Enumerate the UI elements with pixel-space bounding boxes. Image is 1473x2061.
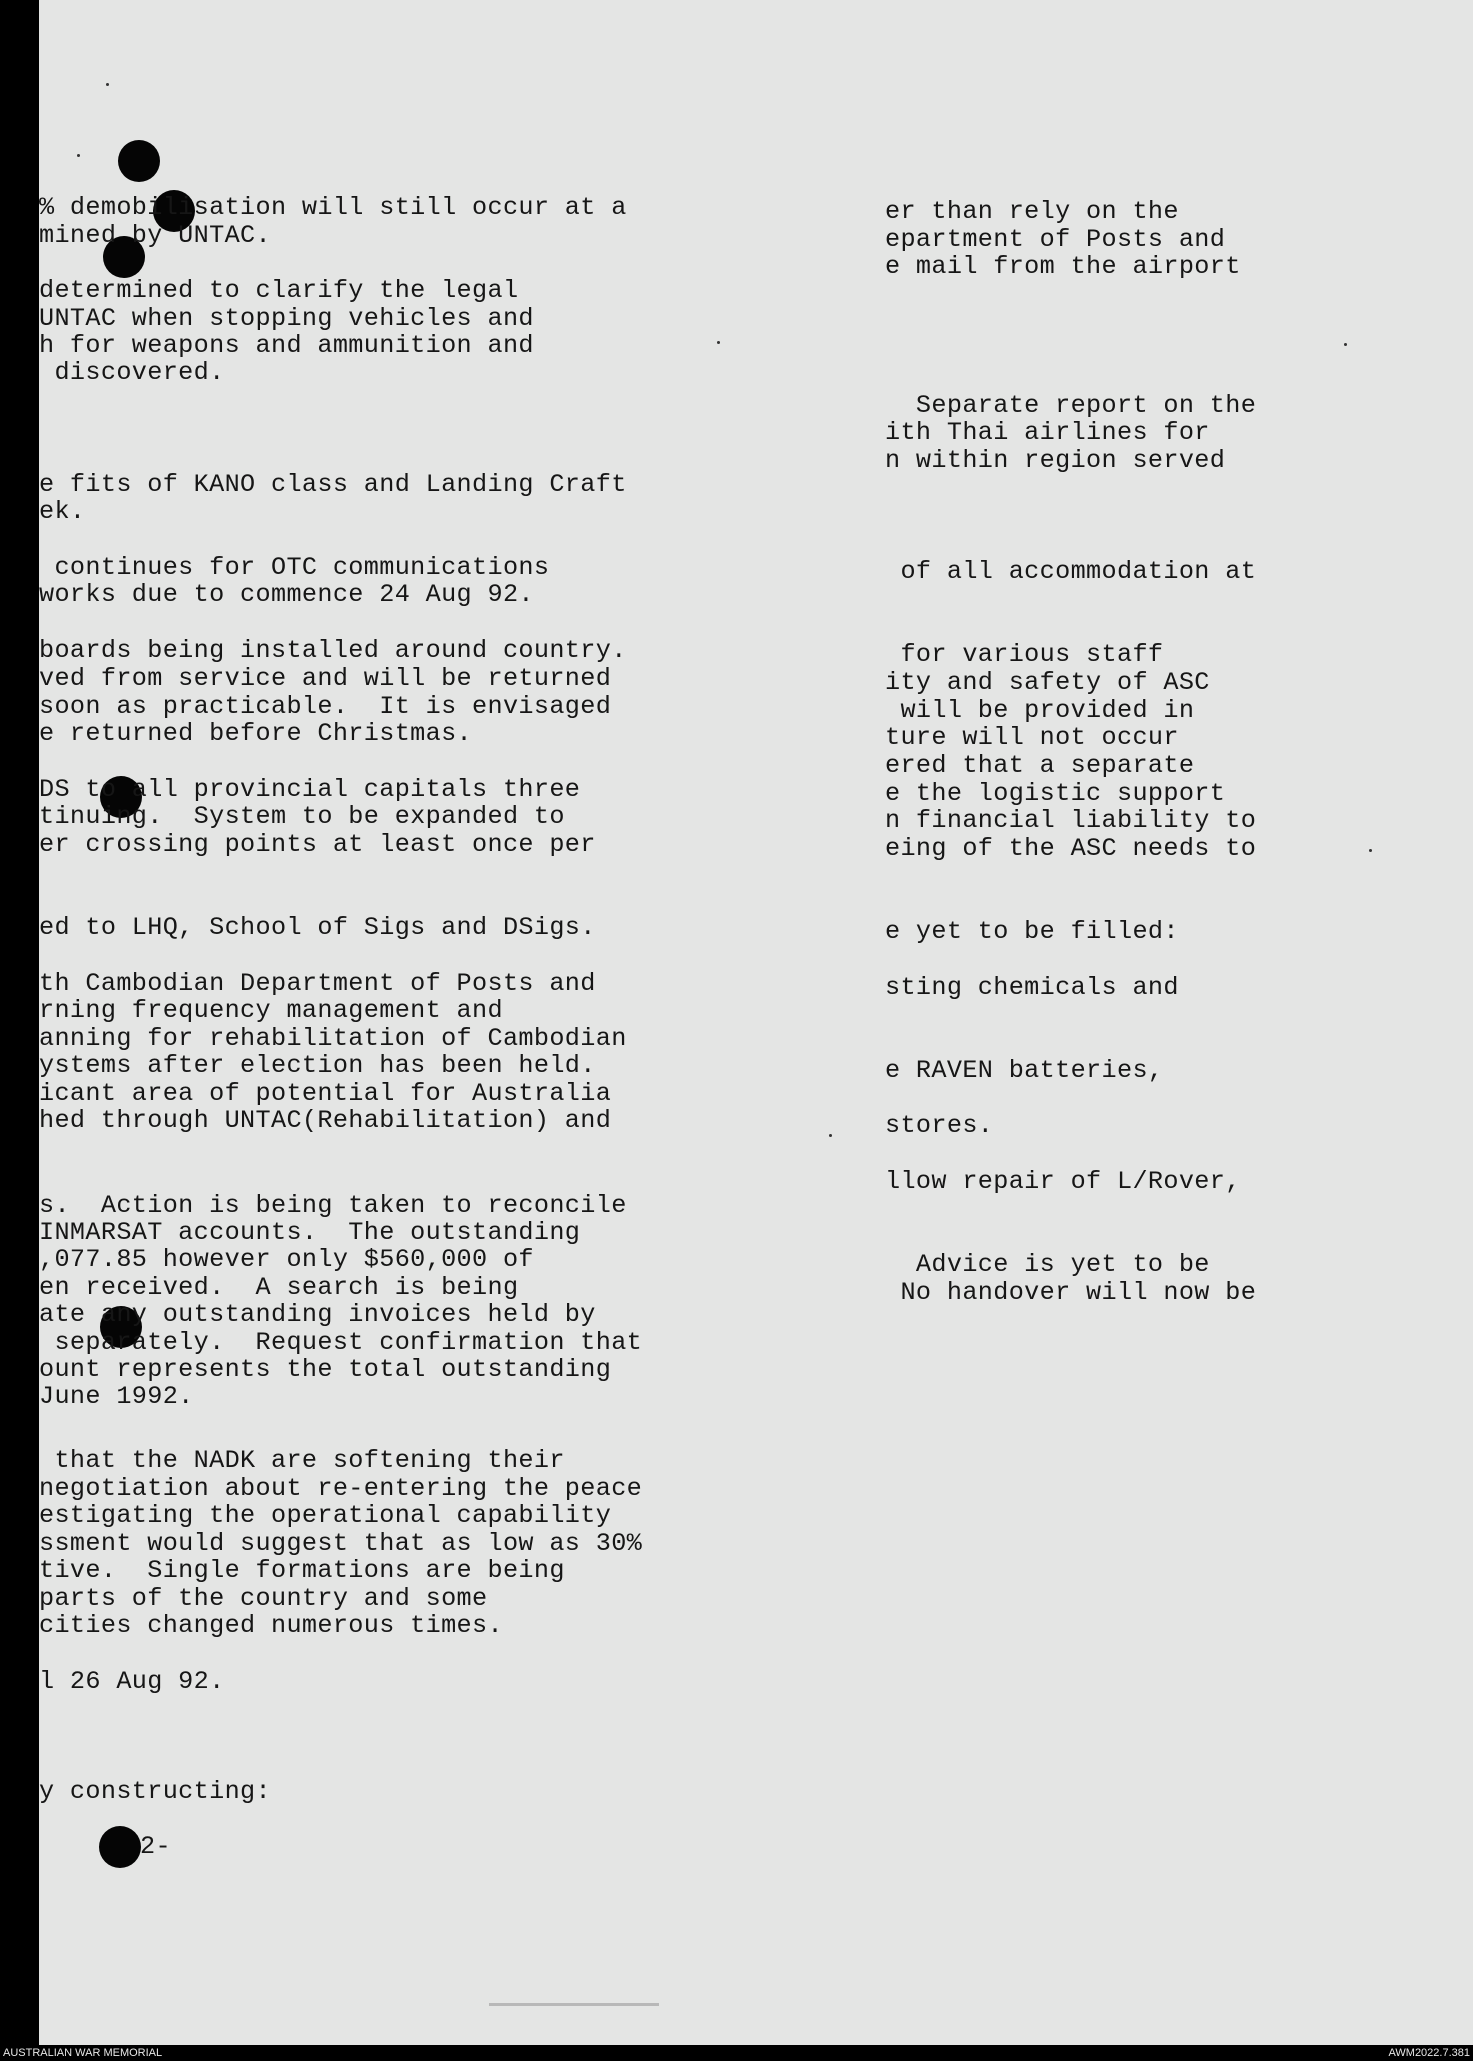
left-text-line: th Cambodian Department of Posts and <box>39 969 596 998</box>
speck-mark <box>1344 343 1347 346</box>
left-text-line: en received. A search is being <box>39 1273 519 1302</box>
left-text-line: e returned before Christmas. <box>39 719 473 748</box>
right-text-line: e the logistic support <box>885 779 1226 808</box>
right-text-line: Advice is yet to be <box>885 1250 1210 1279</box>
right-text-line: stores. <box>885 1111 994 1140</box>
left-text-line: ystems after election has been held. <box>39 1051 596 1080</box>
right-text-line: ered that a separate <box>885 751 1195 780</box>
left-text-line: ate any outstanding invoices held by <box>39 1300 596 1329</box>
left-text-line: DS to all provincial capitals three <box>39 775 581 804</box>
right-text-line: No handover will now be <box>885 1278 1257 1307</box>
right-text-line: will be provided in <box>885 696 1195 725</box>
left-text-line: h for weapons and ammunition and <box>39 331 534 360</box>
footer-bar <box>0 2045 1473 2061</box>
left-text-line: mined by UNTAC. <box>39 221 271 250</box>
left-text-line: anning for rehabilitation of Cambodian <box>39 1024 627 1053</box>
footer-left-label: AUSTRALIAN WAR MEMORIAL <box>3 2047 163 2059</box>
speck-mark <box>77 154 80 157</box>
speck-mark <box>829 1134 832 1137</box>
left-text-line: boards being installed around country. <box>39 636 627 665</box>
right-text-line: llow repair of L/Rover, <box>885 1167 1241 1196</box>
speck-mark <box>717 341 720 344</box>
left-text-line: ek. <box>39 497 86 526</box>
left-text-line: tive. Single formations are being <box>39 1556 565 1585</box>
left-text-line: tinuing. System to be expanded to <box>39 802 565 831</box>
right-text-line: e mail from the airport <box>885 252 1241 281</box>
left-text-line: ed to LHQ, School of Sigs and DSigs. <box>39 913 596 942</box>
left-text-line: ,077.85 however only $560,000 of <box>39 1245 534 1274</box>
left-text-line: ved from service and will be returned <box>39 664 612 693</box>
left-text-line: June 1992. <box>39 1382 194 1411</box>
smudge-mark <box>489 2003 659 2006</box>
left-text-line: that the NADK are softening their <box>39 1446 565 1475</box>
left-text-line: ssment would suggest that as low as 30% <box>39 1529 643 1558</box>
left-text-line: e fits of KANO class and Landing Craft <box>39 470 627 499</box>
right-text-line: for various staff <box>885 640 1164 669</box>
left-text-line: parts of the country and some <box>39 1584 488 1613</box>
left-text-line: negotiation about re-entering the peace <box>39 1474 643 1503</box>
left-text-line: separately. Request confirmation that <box>39 1328 643 1357</box>
left-text-line: y constructing: <box>39 1777 271 1806</box>
punch-hole <box>118 140 160 182</box>
left-text-line: l 26 Aug 92. <box>39 1667 225 1696</box>
left-text-line: er crossing points at least once per <box>39 830 596 859</box>
left-text-line: s. Action is being taken to reconcile <box>39 1191 627 1220</box>
right-text-line: e RAVEN batteries, <box>885 1056 1164 1085</box>
speck-mark <box>106 83 109 86</box>
left-text-line: icant area of potential for Australia <box>39 1079 612 1108</box>
right-text-line: n financial liability to <box>885 806 1257 835</box>
left-text-line: cities changed numerous times. <box>39 1611 503 1640</box>
right-text-line: er than rely on the <box>885 197 1179 226</box>
right-text-line: epartment of Posts and <box>885 225 1226 254</box>
left-text-line: determined to clarify the legal <box>39 276 519 305</box>
left-text-line: works due to commence 24 Aug 92. <box>39 580 534 609</box>
left-text-line: hed through UNTAC(Rehabilitation) and <box>39 1106 612 1135</box>
left-text-line: soon as practicable. It is envisaged <box>39 692 612 721</box>
left-text-line: continues for OTC communications <box>39 553 550 582</box>
left-text-line: rning frequency management and <box>39 996 503 1025</box>
right-text-line: of all accommodation at <box>885 557 1257 586</box>
right-text-line: ith Thai airlines for <box>885 418 1210 447</box>
footer-right-label: AWM2022.7.381 <box>1388 2047 1470 2059</box>
punch-hole <box>99 1826 141 1868</box>
left-text-line: UNTAC when stopping vehicles and <box>39 304 534 333</box>
speck-mark <box>1369 849 1372 852</box>
document-page <box>39 0 1473 2045</box>
right-text-line: Separate report on the <box>885 391 1257 420</box>
left-text-line: % demobilisation will still occur at a <box>39 193 627 222</box>
right-text-line: e yet to be filled: <box>885 917 1179 946</box>
left-text-line: INMARSAT accounts. The outstanding <box>39 1218 581 1247</box>
right-text-line: ture will not occur <box>885 723 1179 752</box>
right-text-line: sting chemicals and <box>885 973 1179 1002</box>
left-text-line: ount represents the total outstanding <box>39 1355 612 1384</box>
left-text-line: 2- <box>140 1832 171 1861</box>
right-text-line: eing of the ASC needs to <box>885 834 1257 863</box>
right-text-line: ity and safety of ASC <box>885 668 1210 697</box>
left-text-line: discovered. <box>39 358 225 387</box>
right-text-line: n within region served <box>885 446 1226 475</box>
left-text-line: estigating the operational capability <box>39 1501 612 1530</box>
